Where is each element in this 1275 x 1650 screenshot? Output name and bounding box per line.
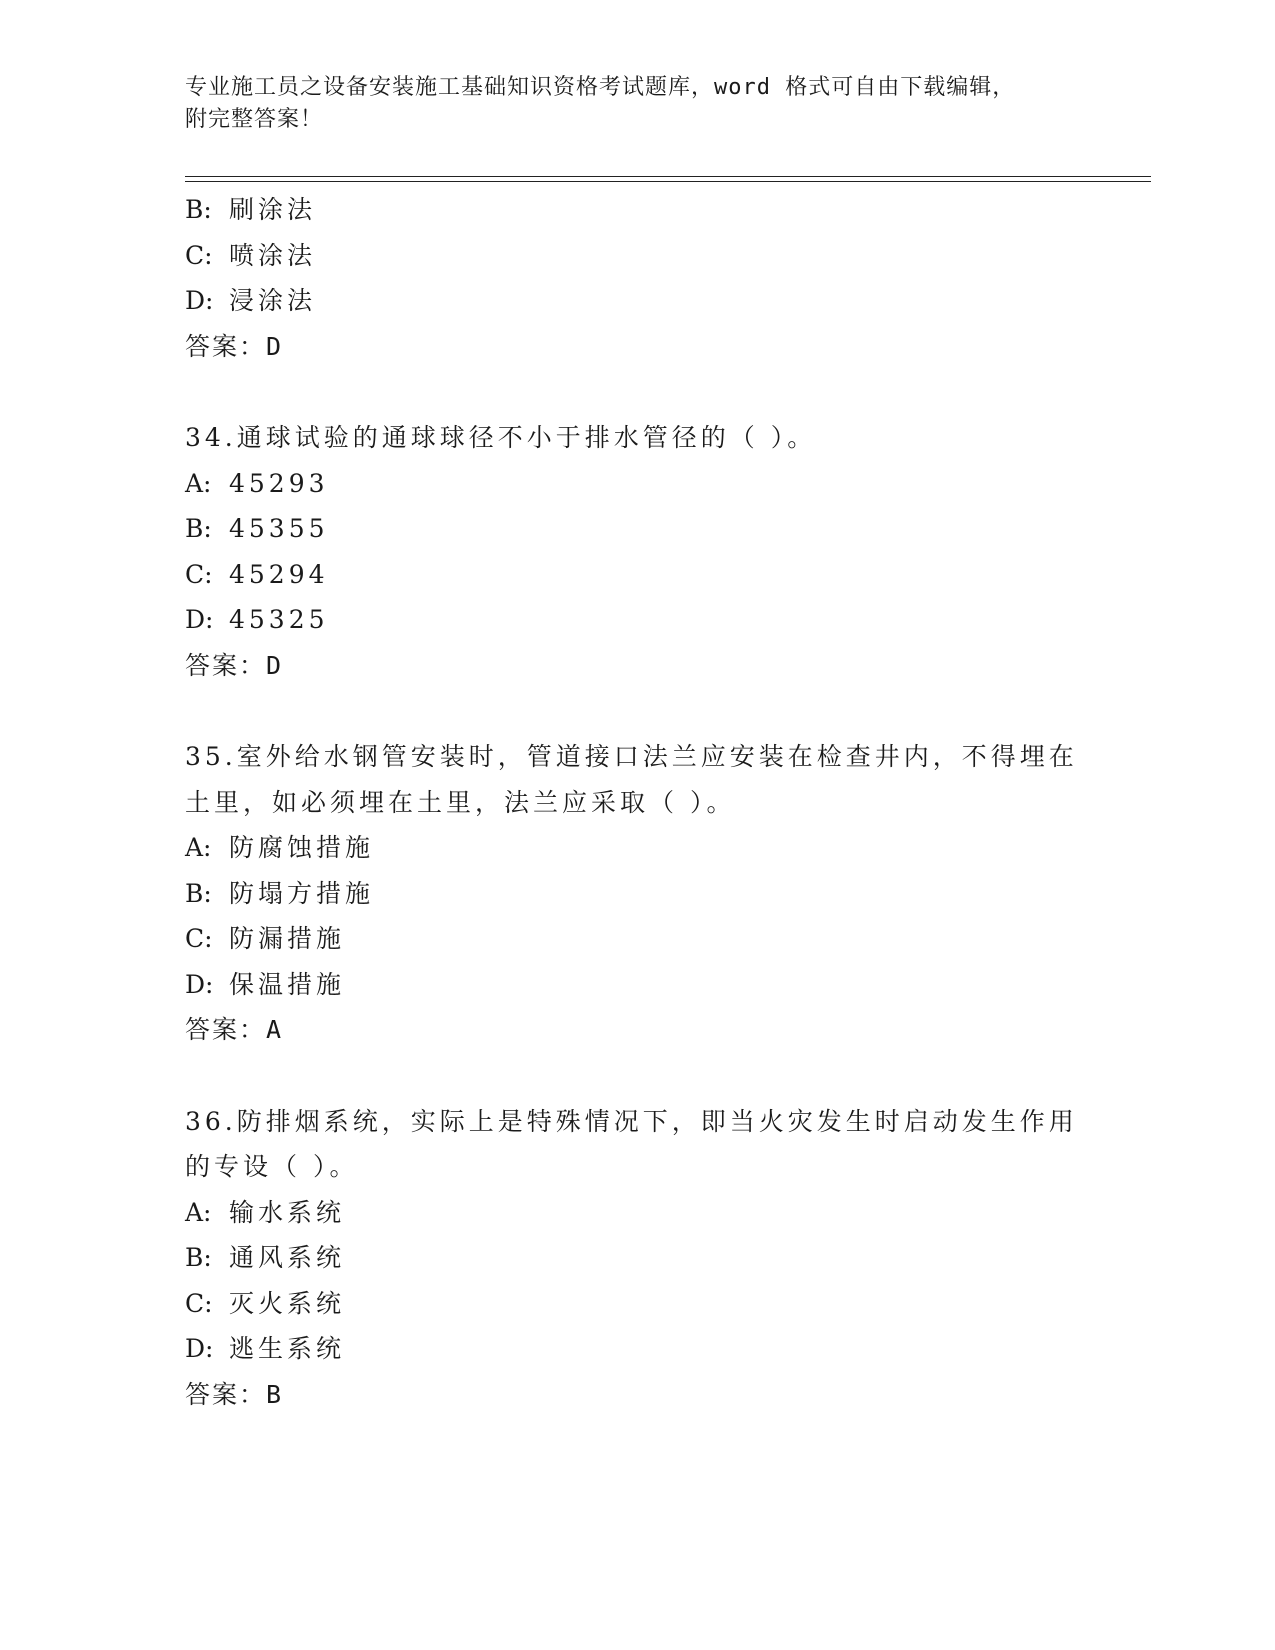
option-letter: D:: [185, 1334, 214, 1363]
question-stem-line-2: 的专设（ ）。: [185, 1152, 359, 1181]
spacer: [185, 369, 1085, 415]
question-list: [185, 187, 1085, 1417]
header-line-2: 附完整答案！: [185, 107, 324, 132]
option-letter: B:: [185, 878, 212, 908]
option-a: [185, 825, 1085, 871]
answer-line: [185, 1007, 1085, 1053]
option-text: 喷涂法: [229, 240, 317, 270]
option-text: 45325: [229, 605, 329, 634]
option-a: [185, 461, 1085, 507]
option-letter: B:: [185, 514, 212, 543]
option-a: [185, 1190, 1085, 1236]
answer-line: [185, 324, 1085, 370]
answer-value: D: [266, 650, 282, 680]
option-c: [185, 552, 1085, 598]
option-text: 防塌方措施: [229, 878, 375, 908]
option-text: 45294: [229, 559, 329, 589]
question-34: [185, 415, 1085, 688]
answer-line: [185, 1372, 1085, 1418]
option-text: 灭火系统: [229, 1288, 346, 1318]
option-text: 输水系统: [229, 1197, 346, 1227]
document-header: [185, 72, 1065, 136]
option-text: 浸涂法: [229, 286, 317, 315]
answer-value: B: [266, 1379, 282, 1409]
option-letter: D:: [185, 605, 214, 634]
option-b: [185, 187, 1085, 233]
question-stem-line-2: 土里，如必须埋在土里，法兰应采取（ ）。: [185, 787, 736, 817]
header-line-1: 专业施工员之设备安装施工基础知识资格考试题库，word 格式可自由下载编辑，: [185, 75, 1016, 100]
option-d: [185, 597, 1085, 643]
answer-value: A: [266, 1015, 282, 1044]
option-text: 45293: [229, 468, 329, 498]
question-36: [185, 1099, 1085, 1418]
spacer: [185, 688, 1085, 734]
header-divider-bottom: [185, 181, 1151, 182]
option-d: [185, 278, 1085, 324]
option-text: 防腐蚀措施: [229, 833, 375, 862]
option-c: [185, 1281, 1085, 1327]
question-33-tail: [185, 187, 1085, 369]
header-divider-top: [185, 176, 1151, 177]
option-text: 保温措施: [229, 969, 346, 999]
option-b: [185, 871, 1085, 917]
option-letter: C:: [185, 240, 213, 270]
question-35: [185, 734, 1085, 1053]
answer-label: 答案：: [185, 331, 267, 361]
option-letter: C:: [185, 924, 213, 953]
option-text: 45355: [229, 514, 329, 543]
option-d: [185, 1326, 1085, 1372]
option-letter: D:: [185, 969, 214, 999]
answer-label: 答案：: [185, 1015, 267, 1044]
option-letter: C:: [185, 1288, 213, 1318]
option-text: 通风系统: [229, 1243, 346, 1272]
option-text: 逃生系统: [229, 1334, 346, 1363]
answer-line: [185, 643, 1085, 689]
question-stem-line-1: 36.防排烟系统，实际上是特殊情况下，即当火灾发生时启动发生作用: [185, 1106, 1078, 1136]
option-letter: B:: [185, 195, 212, 224]
option-b: [185, 1235, 1085, 1281]
option-letter: A:: [185, 833, 212, 862]
option-letter: C:: [185, 559, 213, 589]
option-letter: B:: [185, 1243, 212, 1272]
option-text: 防漏措施: [229, 924, 346, 953]
answer-value: D: [266, 331, 282, 361]
option-c: [185, 916, 1085, 962]
option-letter: D:: [185, 286, 214, 315]
answer-label: 答案：: [185, 1379, 267, 1409]
spacer: [185, 1053, 1085, 1099]
option-text: 刷涂法: [229, 195, 317, 224]
answer-label: 答案：: [185, 650, 267, 680]
question-stem-line-1: 35.室外给水钢管安装时，管道接口法兰应安装在检查井内，不得埋在: [185, 742, 1078, 771]
option-b: [185, 506, 1085, 552]
option-letter: A:: [185, 1197, 212, 1227]
option-letter: A:: [185, 468, 212, 498]
question-stem: 34.通球试验的通球球径不小于排水管径的（ ）。: [185, 423, 817, 452]
option-d: [185, 962, 1085, 1008]
option-c: [185, 233, 1085, 279]
